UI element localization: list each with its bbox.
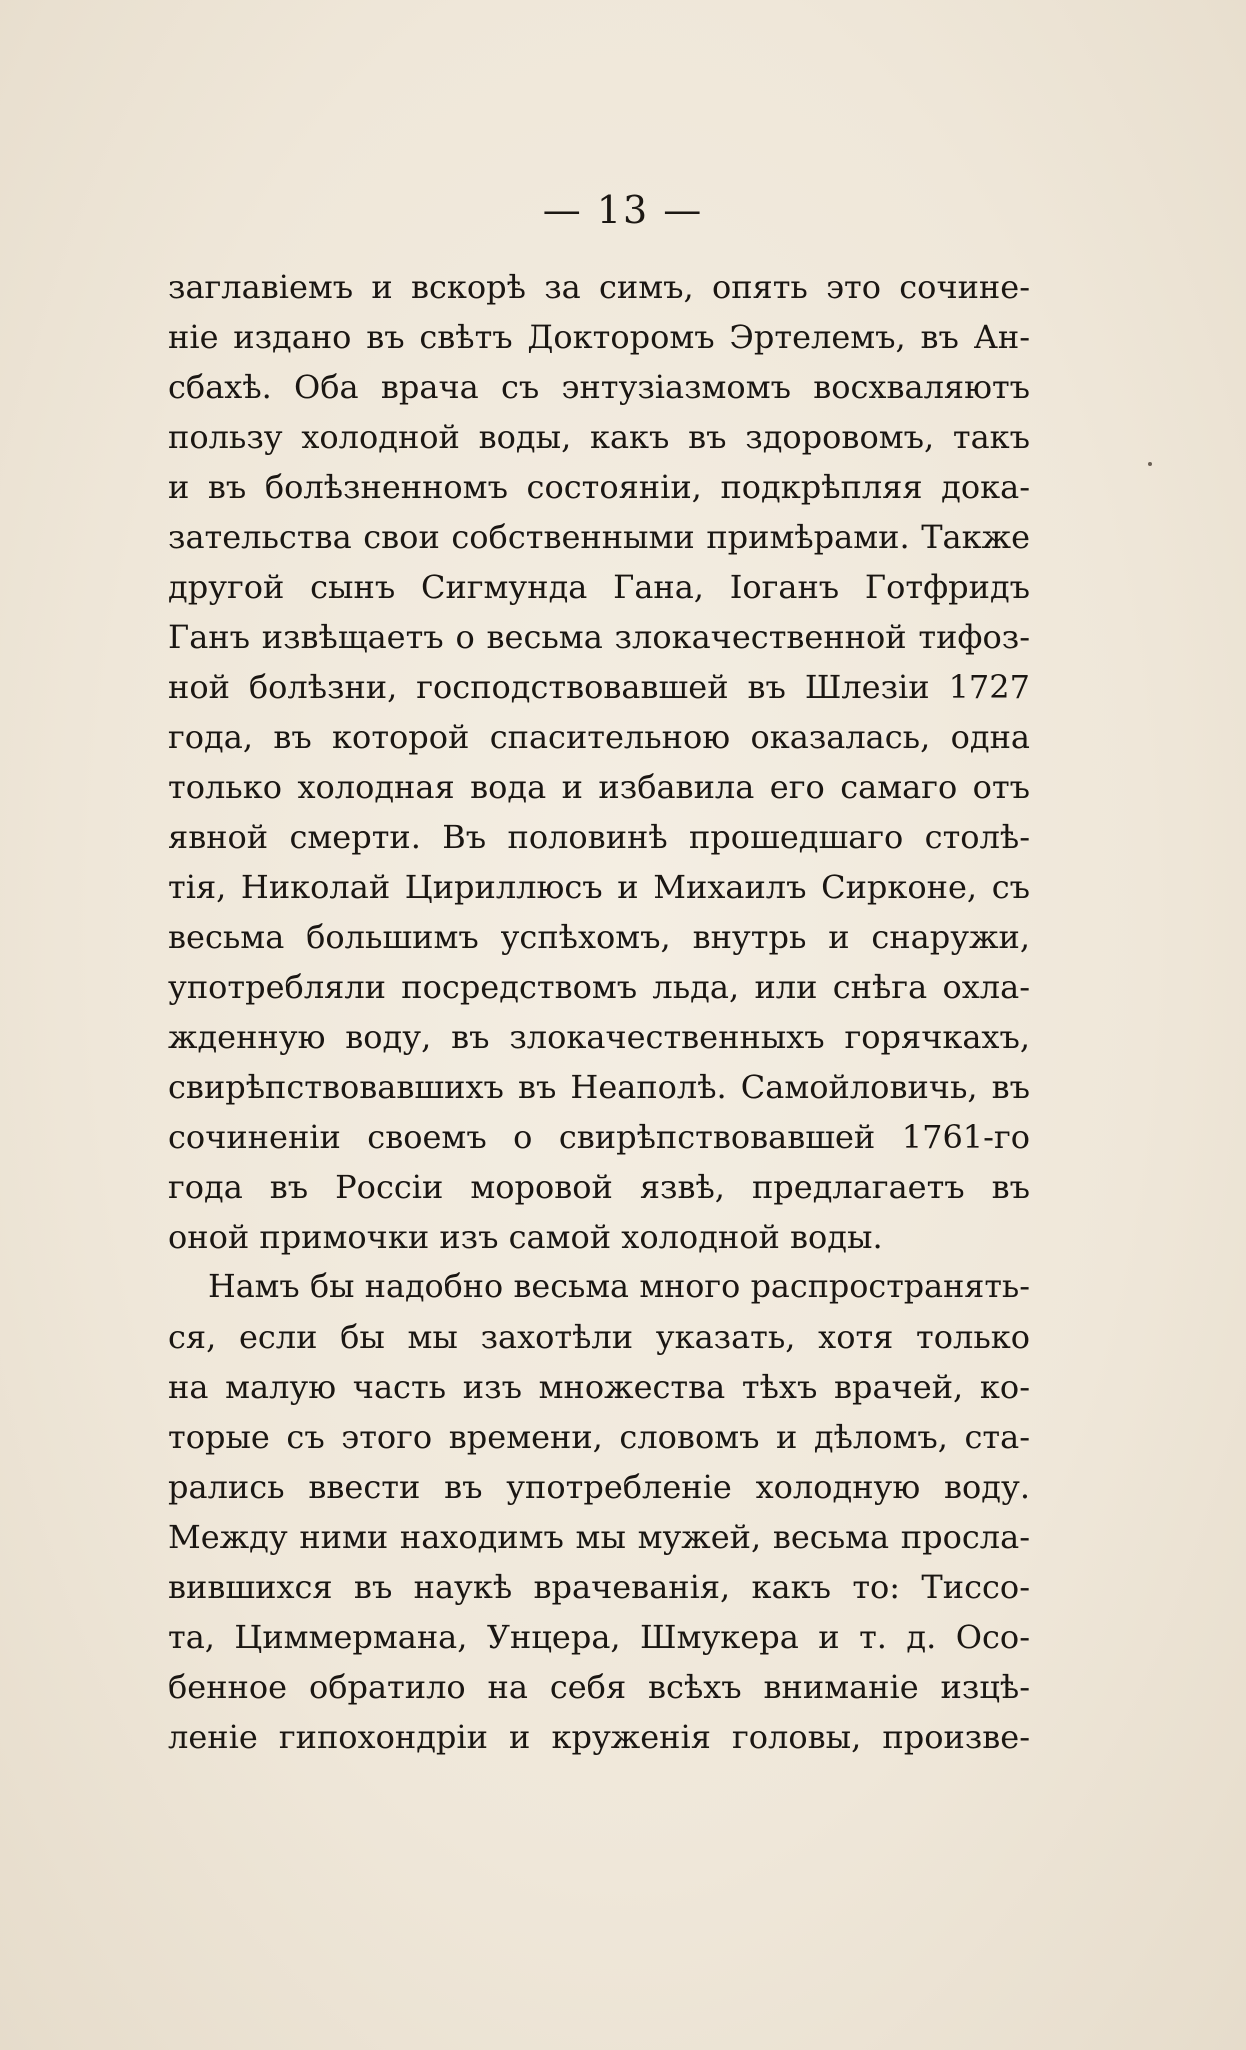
text-line: бенное обратило на себя всѣхъ вниманіе изцѣ- (168, 1668, 1030, 1706)
text-line: жденную воду, въ злокачественныхъ горячкахъ, (168, 1018, 1030, 1056)
text-line: года въ Россіи моровой язвѣ, предлагаетъ въ (168, 1168, 1030, 1206)
text-line: Намъ бы надобно весьма много распространять- (208, 1268, 1030, 1305)
text-line: леніе гипохондріи и круженія головы, произве- (168, 1718, 1030, 1756)
text-line: весьма большимъ успѣхомъ, внутрь и снаружи, (168, 918, 1030, 956)
text-line: та, Циммермана, Унцера, Шмукера и т. д. Осо- (168, 1618, 1030, 1656)
paper-speck (1148, 462, 1152, 466)
text-line: года, въ которой спасительною оказалась, одна (168, 718, 1030, 756)
text-line: ной болѣзни, господствовавшей въ Шлезіи 1727 (168, 668, 1030, 706)
text-line: вившихся въ наукѣ врачеванія, какъ то: Тиссо- (168, 1568, 1030, 1606)
text-line: тія, Николай Цириллюсъ и Михаилъ Сирконе, съ (168, 868, 1030, 906)
page-number: — 13 — (542, 188, 704, 232)
text-line: употребляли посредствомъ льда, или снѣга охла- (168, 968, 1030, 1006)
text-line: заглавіемъ и вскорѣ за симъ, опять это сочине- (168, 268, 1030, 306)
text-line: оной примочки изъ самой холодной воды. (168, 1218, 883, 1256)
text-line: явной смерти. Въ половинѣ прошедшаго столѣ- (168, 818, 1030, 856)
body-text (168, 262, 1030, 1762)
text-line: ся, если бы мы захотѣли указать, хотя только (168, 1318, 1030, 1356)
paragraph-2 (168, 1262, 1030, 1762)
text-line: сочиненіи своемъ о свирѣпствовавшей 1761-го (168, 1118, 1030, 1156)
text-line: рались ввести въ употребленіе холодную воду. (168, 1468, 1030, 1506)
paragraph-1 (168, 262, 1030, 1262)
text-line: пользу холодной воды, какъ въ здоровомъ, такъ (168, 418, 1030, 456)
text-line: Ганъ извѣщаетъ о весьма злокачественной тифоз- (168, 618, 1030, 656)
text-line: зательства свои собственными примѣрами. Также (168, 518, 1030, 556)
text-line: Между ними находимъ мы мужей, весьма просла- (168, 1518, 1030, 1556)
text-line: торые съ этого времени, словомъ и дѣломъ, ста- (168, 1418, 1030, 1456)
text-line: на малую часть изъ множества тѣхъ врачей, ко- (168, 1368, 1030, 1406)
text-line: сбахѣ. Оба врача съ энтузіазмомъ восхваляютъ (168, 368, 1030, 406)
text-line: только холодная вода и избавила его самаго отъ (168, 768, 1030, 806)
text-line: ніе издано въ свѣтъ Докторомъ Эртелемъ, въ Ан- (168, 318, 1030, 356)
text-line: и въ болѣзненномъ состояніи, подкрѣпляя дока- (168, 468, 1030, 506)
text-line: свирѣпствовавшихъ въ Неаполѣ. Самойловичь, въ (168, 1068, 1030, 1106)
text-line: другой сынъ Сигмунда Гана, Іоганъ Готфридъ (168, 568, 1030, 606)
